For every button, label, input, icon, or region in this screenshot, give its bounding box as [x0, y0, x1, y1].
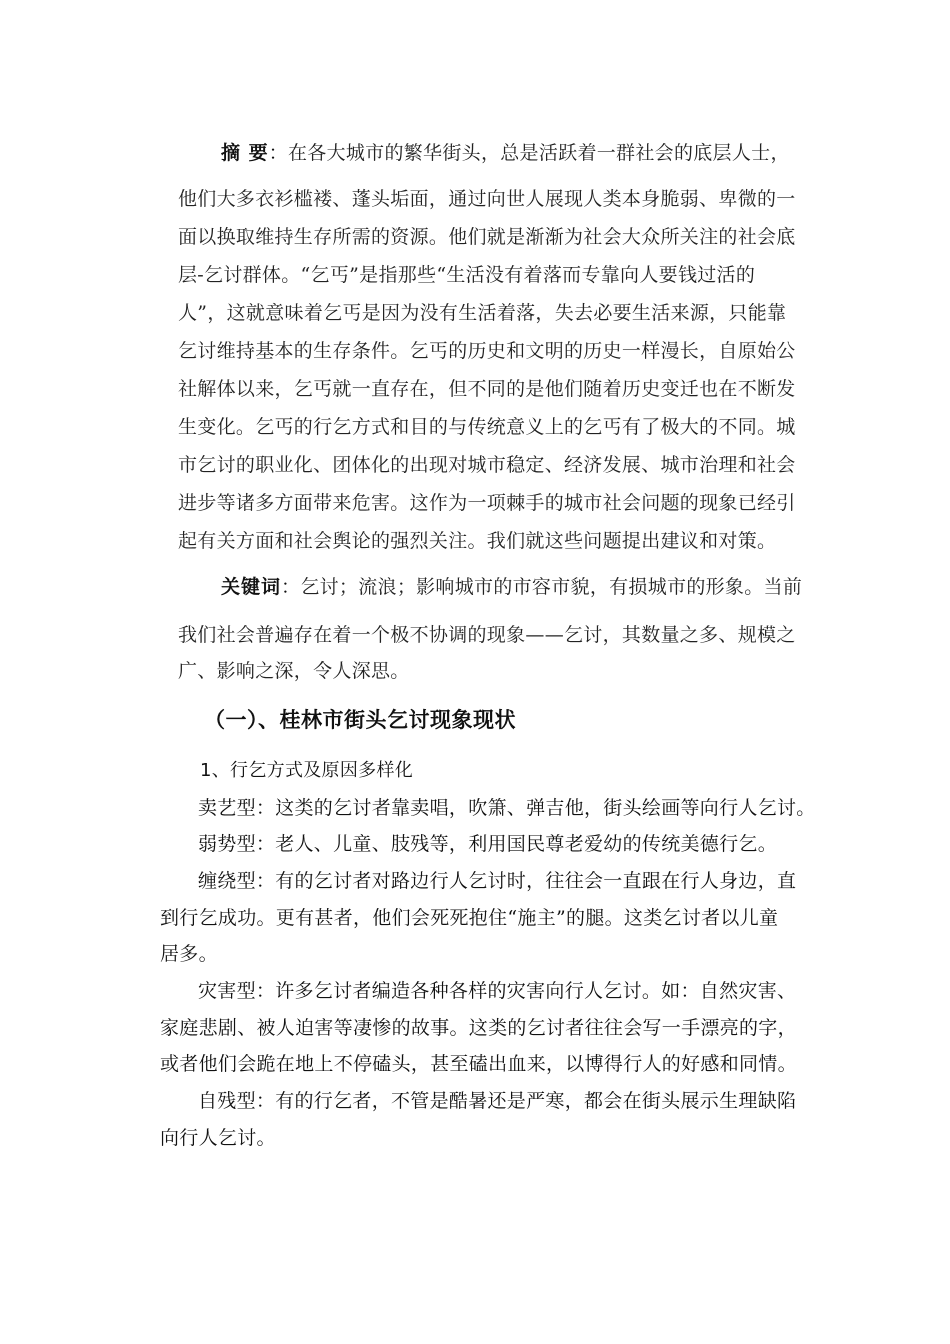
keywords-colon: ：: [281, 576, 301, 598]
paragraph-line: 或者他们会跪在地上不停磕头，甚至磕出血来，以博得行人的好感和同情。: [160, 1053, 797, 1075]
abstract-line: 层-乞讨群体。“乞丐”是指那些“生活没有着落而专靠向人要钱过活的: [178, 264, 756, 286]
abstract-line: 进步等诸多方面带来危害。这作为一项棘手的城市社会问题的现象已经引: [178, 492, 796, 514]
abstract-line: 乞讨维持基本的生存条件。乞丐的历史和文明的历史一样漫长，自原始公: [178, 340, 796, 362]
paragraph-line: 到行乞成功。更有甚者，他们会死死抱住“施主”的腿。这类乞讨者以儿童: [160, 907, 779, 929]
abstract-line: 面以换取维持生存所需的资源。他们就是渐渐为社会大众所关注的社会底: [178, 226, 796, 248]
abstract-first-line: [221, 141, 790, 165]
paragraph-line: 缠绕型：有的乞讨者对路边行人乞讨时，往往会一直跟在行人身边，直: [198, 870, 797, 892]
paragraph-line: 居多。: [160, 943, 218, 965]
keywords-line: 广、影响之深，令人深思。: [178, 660, 410, 682]
abstract-label: 摘 要: [221, 142, 269, 164]
abstract-colon: ：: [268, 142, 288, 164]
paragraph-line: 家庭悲剧、被人迫害等凄惨的故事。这类的乞讨者往往会写一手漂亮的字，: [160, 1017, 797, 1039]
paragraph-line: 灾害型：许多乞讨者编造各种各样的灾害向行人乞讨。如：自然灾害、: [198, 980, 797, 1002]
paragraph-line: 弱势型：老人、儿童、肢残等，利用国民尊老爱幼的传统美德行乞。: [198, 833, 778, 855]
abstract-line: 市乞讨的职业化、团体化的出现对城市稳定、经济发展、城市治理和社会: [178, 454, 796, 476]
subsection-heading: 1、行乞方式及原因多样化: [200, 760, 414, 781]
abstract-line: 在各大城市的繁华街头，总是活跃着一群社会的底层人士，: [287, 142, 790, 164]
paragraph-line: 卖艺型：这类的乞讨者靠卖唱，吹箫、弹吉他，街头绘画等向行人乞讨。: [198, 797, 816, 819]
abstract-line: 社解体以来，乞丐就一直存在，但不同的是他们随着历史变迁也在不断发: [178, 378, 796, 400]
abstract-line: 人”，这就意味着乞丐是因为没有生活着落，失去必要生活来源，只能靠: [178, 302, 787, 324]
keywords-first-line: [221, 575, 802, 599]
abstract-line: 生变化。乞丐的行乞方式和目的与传统意义上的乞丐有了极大的不同。城: [178, 416, 796, 438]
abstract-line: 起有关方面和社会舆论的强烈关注。我们就这些问题提出建议和对策。: [178, 530, 777, 552]
section-heading: （一）、桂林市街头乞讨现象现状: [204, 708, 516, 732]
paragraph-line: 向行人乞讨。: [160, 1127, 276, 1149]
keywords-line: 乞讨；流浪；影响城市的市容市貌，有损城市的形象。当前: [300, 576, 803, 598]
paragraph-line: 自残型：有的行乞者，不管是酷暑还是严寒，都会在街头展示生理缺陷: [198, 1090, 797, 1112]
abstract-line: 他们大多衣衫槛褛、蓬头垢面，通过向世人展现人类本身脆弱、卑微的一: [178, 188, 796, 210]
keywords-line: 我们社会普遍存在着一个极不协调的现象——乞讨，其数量之多、规模之: [178, 624, 796, 646]
keywords-label: 关键词: [221, 576, 282, 598]
